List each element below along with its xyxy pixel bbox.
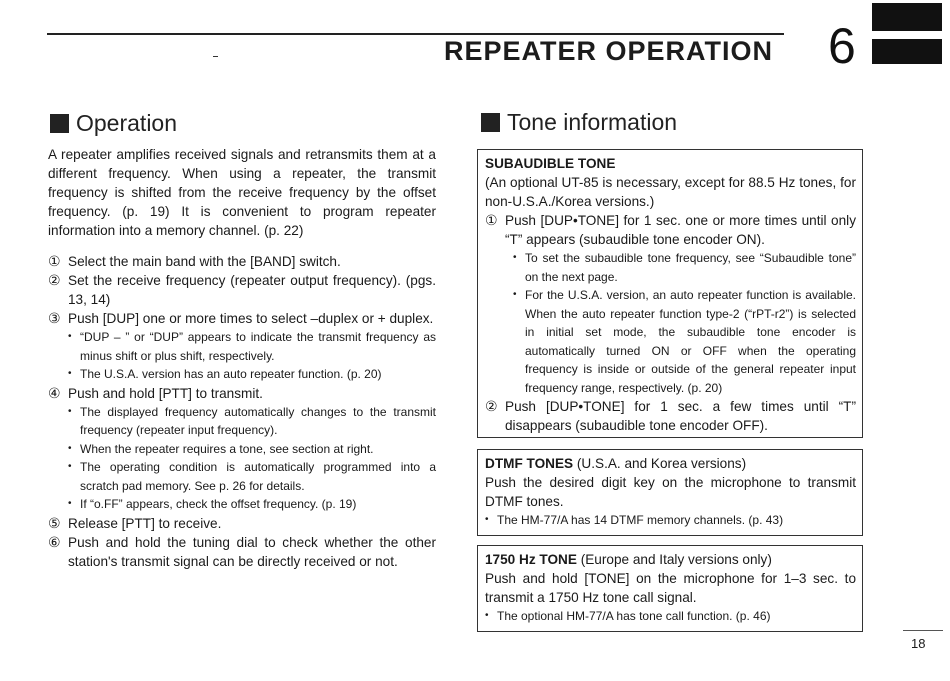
page-number: 18 — [911, 636, 926, 651]
step-text: Set the receive frequency (repeater output frequency). (pgs. 13, 14) — [68, 273, 436, 307]
operation-section — [48, 145, 436, 571]
step-note — [68, 365, 436, 384]
dtmf-heading-text: DTMF TONES — [485, 456, 574, 471]
step-note — [68, 403, 436, 440]
bullet-icon: • — [68, 331, 72, 342]
step-number: ① — [485, 212, 498, 228]
step-item — [48, 252, 436, 271]
step-text: Push [DUP] one or more times to select –duplex or + duplex. — [68, 311, 434, 326]
step-number: ⑤ — [48, 514, 61, 531]
step-note — [513, 286, 856, 397]
operation-heading-text: Operation — [76, 110, 178, 136]
step-number: ② — [485, 398, 498, 414]
header-mark — [213, 56, 218, 57]
tone-1750-note-text: The optional HM-77/A has tone call function. (p. 46) — [497, 609, 771, 623]
bullet-icon: • — [485, 610, 489, 621]
subaudible-intro: (An optional UT-85 is necessary, except for 88.5 Hz tones, for non-U.S.A./Korea versions.) — [485, 175, 856, 209]
step-text: Push and hold the tuning dial to check whether the other station's transmit signal can be directly received or not. — [68, 534, 436, 569]
tone-1750-heading — [485, 550, 856, 569]
dtmf-note — [485, 511, 856, 530]
step-item — [48, 309, 436, 328]
bullet-icon: • — [68, 498, 72, 509]
tone-1750-heading-suffix: (Europe and Italy versions only) — [576, 552, 772, 567]
step-item — [485, 397, 856, 435]
subaudible-heading: SUBAUDIBLE TONE — [485, 156, 616, 171]
subaudible-steps — [485, 211, 856, 435]
tone-1750-heading-text: 1750 Hz TONE — [485, 552, 577, 567]
dtmf-box — [477, 449, 863, 536]
step-note — [68, 440, 436, 459]
chapter-tab-bottom — [872, 39, 942, 64]
operation-intro: A repeater amplifies received signals and retransmits them at a different frequency. When using a repeater, the transmit frequency is shifted from the receive frequency by the offset frequency. (p. 19) It is convenient to program repeater information into a memory channel. (p. 22) — [48, 147, 436, 238]
dtmf-heading — [485, 454, 856, 473]
bullet-icon: • — [513, 252, 517, 263]
step-note-text: If “o.FF” appears, check the offset frequency. (p. 19) — [80, 497, 357, 511]
step-note — [513, 249, 856, 286]
bullet-icon: • — [485, 514, 489, 525]
bullet-icon: • — [68, 368, 72, 379]
dtmf-text: Push the desired digit key on the microphone to transmit DTMF tones. — [485, 475, 856, 509]
step-note — [68, 495, 436, 514]
step-note-text: The displayed frequency automatically changes to the transmit frequency (repeater input frequency). — [80, 404, 436, 437]
bullet-icon: • — [68, 461, 72, 472]
step-text: Push [DUP•TONE] for 1 sec. a few times until “T” disappears (subaudible tone encoder OFF). — [505, 399, 856, 433]
step-number: ② — [48, 272, 61, 288]
dtmf-note-text: The HM-77/A has 14 DTMF memory channels. (p. 43) — [497, 513, 784, 527]
chapter-number: 6 — [828, 18, 856, 74]
step-number: ⑥ — [48, 533, 61, 550]
header-rule — [47, 33, 784, 35]
dtmf-heading-suffix: (U.S.A. and Korea versions) — [573, 456, 747, 471]
bullet-icon: • — [68, 442, 72, 454]
step-item — [48, 384, 436, 403]
tone-info-heading — [481, 109, 677, 136]
step-text: Push and hold [PTT] to transmit. — [68, 385, 263, 401]
step-note — [68, 328, 436, 365]
step-note-text: For the U.S.A. version, an auto repeater function is available. When the auto repeater function type-2 (“rPT-r2”) is selected in initial set mode, the subaudible tone encoder is automatically turned ON or OFF when the operating frequency is inside or outside of the general repeater input frequency range, respectively. (p. 20) — [525, 288, 856, 395]
step-note-text: “DUP – ” or “DUP” appears to indicate the transmit frequency as minus shift or plus shift, respectively. — [80, 330, 436, 363]
section-square-icon — [50, 114, 69, 133]
step-item — [48, 271, 436, 309]
step-note-text: The operating condition is automatically programmed into a scratch pad memory. See p. 26 for details. — [80, 460, 436, 493]
step-text: Push [DUP•TONE] for 1 sec. one or more times until only “T” appears (subaudible tone encoder ON). — [505, 213, 856, 247]
step-note — [68, 458, 436, 495]
step-number: ③ — [48, 310, 61, 326]
section-square-icon — [481, 113, 500, 132]
step-note-text: When the repeater requires a tone, see section at right. — [80, 441, 374, 456]
step-number: ① — [48, 253, 61, 269]
step-item — [485, 211, 856, 249]
step-number: ④ — [48, 384, 61, 401]
bullet-icon: • — [513, 289, 517, 300]
step-item — [48, 514, 436, 533]
page-title: REPEATER OPERATION — [444, 36, 774, 66]
tone-1750-note — [485, 607, 856, 626]
subaudible-tone-box — [477, 149, 863, 438]
tone-info-heading-text: Tone information — [507, 109, 678, 135]
page-number-rule — [903, 630, 943, 631]
tone-1750-text: Push and hold [TONE] on the microphone for 1–3 sec. to transmit a 1750 Hz tone call signal. — [485, 571, 856, 605]
step-text: Release [PTT] to receive. — [68, 515, 222, 531]
operation-heading — [50, 110, 177, 137]
step-text: Select the main band with the [BAND] switch. — [68, 254, 341, 269]
operation-steps — [48, 252, 436, 571]
chapter-tab-top — [872, 3, 942, 31]
tone-1750-box — [477, 545, 863, 632]
bullet-icon: • — [68, 405, 72, 417]
step-item — [48, 533, 436, 571]
step-note-text: To set the subaudible tone frequency, see “Subaudible tone” on the next page. — [525, 251, 856, 284]
step-note-text: The U.S.A. version has an auto repeater function. (p. 20) — [80, 367, 382, 381]
